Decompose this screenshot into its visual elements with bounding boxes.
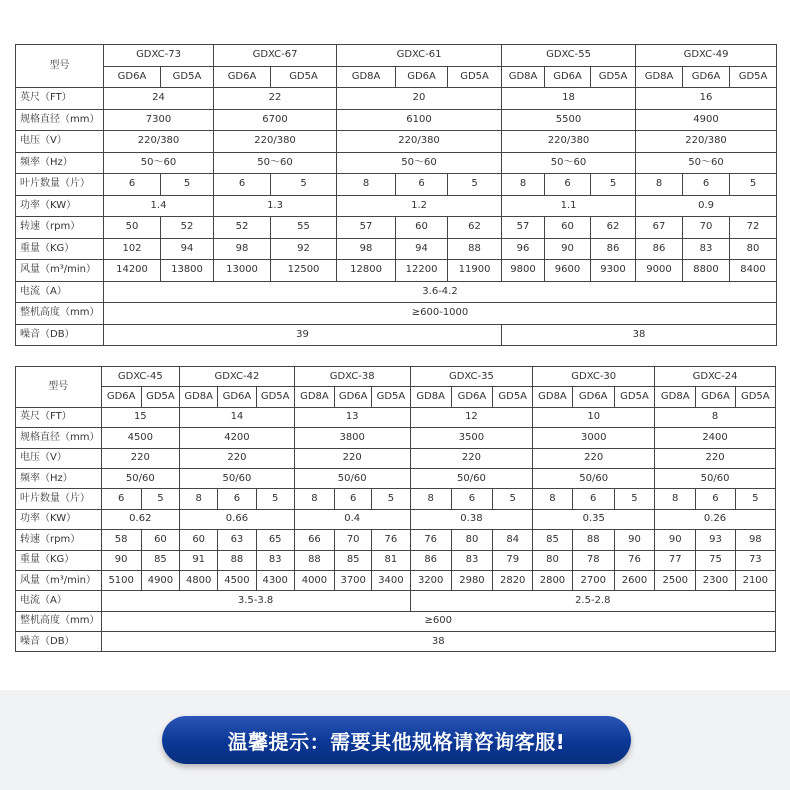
value-cell: 22 (214, 88, 337, 110)
value-cell: 80 (533, 550, 572, 570)
value-cell: 24 (104, 88, 214, 110)
model-name-cell: GDXC-67 (214, 45, 337, 67)
value-cell: 5 (271, 174, 337, 196)
value-cell: 94 (396, 238, 448, 260)
value-cell: 85 (141, 550, 179, 570)
value-cell: 4300 (256, 570, 294, 590)
subtype-cell: GD6A (572, 387, 614, 407)
value-cell: 50/60 (410, 468, 533, 488)
value-cell: 88 (294, 550, 334, 570)
value-cell: 2300 (696, 570, 735, 590)
value-cell: 91 (180, 550, 218, 570)
table-row (16, 611, 776, 631)
row-label: 电流（A） (16, 591, 102, 611)
value-cell: 96 (502, 238, 545, 260)
value-cell: 76 (372, 530, 410, 550)
value-cell: 38 (502, 324, 777, 346)
value-cell: 50～60 (337, 152, 502, 174)
row-label: 风量（m³/min） (16, 260, 104, 282)
value-cell: 12 (410, 407, 533, 427)
value-cell: 8 (337, 174, 396, 196)
subtype-cell: GD5A (271, 66, 337, 88)
subtype-cell: GD6A (683, 66, 730, 88)
row-label: 功率（KW） (16, 195, 104, 217)
subtype-cell: GD5A (614, 387, 654, 407)
value-cell: 83 (256, 550, 294, 570)
value-cell: 65 (256, 530, 294, 550)
value-cell: 6 (396, 174, 448, 196)
value-cell: 63 (218, 530, 256, 550)
value-cell: 13000 (214, 260, 271, 282)
subtype-cell: GD6A (396, 66, 448, 88)
value-cell: 14 (180, 407, 295, 427)
value-cell: 80 (451, 530, 492, 550)
value-cell: 55 (271, 217, 337, 239)
value-cell: 8 (655, 407, 776, 427)
value-cell: 6 (572, 489, 614, 509)
value-cell: 72 (730, 217, 777, 239)
value-cell: 2.5-2.8 (410, 591, 775, 611)
table-row (16, 468, 776, 488)
table-row (16, 238, 777, 260)
value-cell: 60 (180, 530, 218, 550)
subtype-cell: GD8A (636, 66, 683, 88)
value-cell: 80 (730, 238, 777, 260)
model-name-cell: GDXC-73 (104, 45, 214, 67)
value-cell: 52 (161, 217, 214, 239)
value-cell: 50/60 (101, 468, 180, 488)
value-cell: 84 (493, 530, 533, 550)
value-cell: 50/60 (294, 468, 410, 488)
table-row (16, 509, 776, 529)
value-cell: 0.38 (410, 509, 533, 529)
value-cell: 50/60 (655, 468, 776, 488)
model-name-cell: GDXC-45 (101, 367, 180, 387)
value-cell: ≥600 (101, 611, 775, 631)
value-cell: 76 (614, 550, 654, 570)
value-cell: 88 (448, 238, 502, 260)
value-cell: 12200 (396, 260, 448, 282)
value-cell: 6100 (337, 109, 502, 131)
value-cell: 9300 (591, 260, 636, 282)
value-cell: 86 (591, 238, 636, 260)
model-name-cell: GDXC-55 (502, 45, 636, 67)
value-cell: 16 (636, 88, 777, 110)
value-cell: 102 (104, 238, 161, 260)
subtype-cell: GD8A (180, 387, 218, 407)
value-cell: 220 (101, 448, 180, 468)
table-row (16, 303, 777, 325)
row-label: 频率（Hz） (16, 468, 102, 488)
table-row (16, 88, 777, 110)
value-cell: 86 (410, 550, 451, 570)
value-cell: 6 (104, 174, 161, 196)
row-label: 电压（V） (16, 131, 104, 153)
value-cell: 98 (214, 238, 271, 260)
value-cell: 220 (294, 448, 410, 468)
value-cell: 67 (636, 217, 683, 239)
subtype-cell: GD5A (372, 387, 410, 407)
value-cell: 90 (614, 530, 654, 550)
row-label: 功率（KW） (16, 509, 102, 529)
value-cell: 220/380 (636, 131, 777, 153)
value-cell: 79 (493, 550, 533, 570)
table-row (16, 550, 776, 570)
value-cell: ≥600-1000 (104, 303, 777, 325)
model-name-cell: GDXC-35 (410, 367, 533, 387)
model-name-cell: GDXC-30 (533, 367, 655, 387)
value-cell: 70 (335, 530, 372, 550)
value-cell: 66 (294, 530, 334, 550)
value-cell: 6 (214, 174, 271, 196)
table-row (16, 489, 776, 509)
value-cell: 220/380 (337, 131, 502, 153)
subtype-cell: GD5A (591, 66, 636, 88)
value-cell: 77 (655, 550, 696, 570)
table-row (16, 174, 777, 196)
value-cell: 4500 (101, 428, 180, 448)
subtype-cell: GD6A (451, 387, 492, 407)
row-label: 转速（rpm） (16, 530, 102, 550)
value-cell: 1.1 (502, 195, 636, 217)
value-cell: 5 (161, 174, 214, 196)
value-cell: 220 (410, 448, 533, 468)
table-row (16, 260, 777, 282)
value-cell: 12500 (271, 260, 337, 282)
value-cell: 5 (735, 489, 775, 509)
value-cell: 3.5-3.8 (101, 591, 410, 611)
value-cell: 9000 (636, 260, 683, 282)
subtype-cell: GD6A (696, 387, 735, 407)
value-cell: 3.6-4.2 (104, 281, 777, 303)
header-row-subtypes (16, 66, 777, 88)
subtype-cell: GD5A (730, 66, 777, 88)
value-cell: 3800 (294, 428, 410, 448)
model-name-cell: GDXC-42 (180, 367, 295, 387)
value-cell: 9800 (502, 260, 545, 282)
table-row (16, 591, 776, 611)
subtype-cell: GD5A (493, 387, 533, 407)
row-label: 重量（KG） (16, 238, 104, 260)
value-cell: 5 (730, 174, 777, 196)
table-row (16, 632, 776, 652)
value-cell: 8 (180, 489, 218, 509)
value-cell: 0.62 (101, 509, 180, 529)
value-cell: 2820 (493, 570, 533, 590)
value-cell: 18 (502, 88, 636, 110)
row-label: 型号 (16, 45, 104, 88)
value-cell: 0.35 (533, 509, 655, 529)
tip-banner-text: 温馨提示：需要其他规格请咨询客服! (227, 729, 566, 754)
header-row-models (16, 367, 776, 387)
row-label: 电流（A） (16, 281, 104, 303)
subtype-cell: GD6A (104, 66, 161, 88)
value-cell: 50/60 (533, 468, 655, 488)
value-cell: 60 (396, 217, 448, 239)
subtype-cell: GD6A (335, 387, 372, 407)
subtype-cell: GD8A (410, 387, 451, 407)
value-cell: 3500 (410, 428, 533, 448)
value-cell: 4500 (218, 570, 256, 590)
table-row (16, 570, 776, 590)
subtype-cell: GD5A (448, 66, 502, 88)
value-cell: 76 (410, 530, 451, 550)
table-row (16, 131, 777, 153)
value-cell: 11900 (448, 260, 502, 282)
value-cell: 85 (335, 550, 372, 570)
row-label: 频率（Hz） (16, 152, 104, 174)
table-row (16, 428, 776, 448)
value-cell: 81 (372, 550, 410, 570)
value-cell: 5 (256, 489, 294, 509)
table-row (16, 448, 776, 468)
spec-table-1 (15, 44, 777, 346)
value-cell: 90 (101, 550, 141, 570)
value-cell: 8 (294, 489, 334, 509)
table-row (16, 281, 777, 303)
subtype-cell: GD8A (337, 66, 396, 88)
subtype-cell: GD6A (545, 66, 591, 88)
table-row (16, 195, 777, 217)
value-cell: 2500 (655, 570, 696, 590)
value-cell: 6 (218, 489, 256, 509)
value-cell: 3000 (533, 428, 655, 448)
row-label: 规格直径（mm） (16, 109, 104, 131)
value-cell: 13800 (161, 260, 214, 282)
value-cell: 93 (696, 530, 735, 550)
value-cell: 98 (337, 238, 396, 260)
value-cell: 0.66 (180, 509, 295, 529)
value-cell: 57 (337, 217, 396, 239)
row-label: 电压（V） (16, 448, 102, 468)
model-name-cell: GDXC-49 (636, 45, 777, 67)
value-cell: 4200 (180, 428, 295, 448)
value-cell: 6 (101, 489, 141, 509)
value-cell: 13 (294, 407, 410, 427)
value-cell: 2400 (655, 428, 776, 448)
value-cell: 8 (533, 489, 572, 509)
value-cell: 4900 (141, 570, 179, 590)
subtype-cell: GD8A (502, 66, 545, 88)
value-cell: 94 (161, 238, 214, 260)
value-cell: 9600 (545, 260, 591, 282)
value-cell: 57 (502, 217, 545, 239)
value-cell: 50～60 (636, 152, 777, 174)
value-cell: 1.4 (104, 195, 214, 217)
value-cell: 5 (448, 174, 502, 196)
value-cell: 5100 (101, 570, 141, 590)
value-cell: 8 (636, 174, 683, 196)
value-cell: 60 (545, 217, 591, 239)
row-label: 重量（KG） (16, 550, 102, 570)
value-cell: 62 (448, 217, 502, 239)
value-cell: 20 (337, 88, 502, 110)
subtype-cell: GD5A (161, 66, 214, 88)
value-cell: 0.4 (294, 509, 410, 529)
value-cell: 220 (180, 448, 295, 468)
value-cell: 1.2 (337, 195, 502, 217)
value-cell: 2700 (572, 570, 614, 590)
row-label: 噪音（DB） (16, 324, 104, 346)
value-cell: 5 (372, 489, 410, 509)
value-cell: 6 (335, 489, 372, 509)
value-cell: 5500 (502, 109, 636, 131)
value-cell: 6 (451, 489, 492, 509)
value-cell: 52 (214, 217, 271, 239)
value-cell: 4800 (180, 570, 218, 590)
value-cell: 5 (493, 489, 533, 509)
value-cell: 6700 (214, 109, 337, 131)
header-row-models (16, 45, 777, 67)
value-cell: 5 (614, 489, 654, 509)
row-label: 噪音（DB） (16, 632, 102, 652)
value-cell: 8400 (730, 260, 777, 282)
row-label: 叶片数量（片） (16, 489, 102, 509)
subtype-cell: GD5A (141, 387, 179, 407)
row-label: 规格直径（mm） (16, 428, 102, 448)
value-cell: 0.9 (636, 195, 777, 217)
value-cell: 92 (271, 238, 337, 260)
value-cell: 3200 (410, 570, 451, 590)
value-cell: 50～60 (502, 152, 636, 174)
model-name-cell: GDXC-24 (655, 367, 776, 387)
table-row (16, 324, 777, 346)
subtype-cell: GD5A (256, 387, 294, 407)
value-cell: 50 (104, 217, 161, 239)
value-cell: 4000 (294, 570, 334, 590)
value-cell: 0.26 (655, 509, 776, 529)
subtype-cell: GD8A (533, 387, 572, 407)
value-cell: 85 (533, 530, 572, 550)
value-cell: 38 (101, 632, 775, 652)
value-cell: 39 (104, 324, 502, 346)
value-cell: 70 (683, 217, 730, 239)
value-cell: 220/380 (104, 131, 214, 153)
value-cell: 10 (533, 407, 655, 427)
row-label: 英尺（FT） (16, 88, 104, 110)
model-name-cell: GDXC-38 (294, 367, 410, 387)
value-cell: 14200 (104, 260, 161, 282)
value-cell: 15 (101, 407, 180, 427)
tip-banner (162, 716, 631, 764)
value-cell: 50～60 (104, 152, 214, 174)
table-row (16, 530, 776, 550)
value-cell: 220 (655, 448, 776, 468)
header-row-subtypes (16, 387, 776, 407)
value-cell: 4900 (636, 109, 777, 131)
model-name-cell: GDXC-61 (337, 45, 502, 67)
value-cell: 2600 (614, 570, 654, 590)
value-cell: 8 (410, 489, 451, 509)
row-label: 英尺（FT） (16, 407, 102, 427)
value-cell: 90 (545, 238, 591, 260)
value-cell: 8800 (683, 260, 730, 282)
subtype-cell: GD6A (218, 387, 256, 407)
value-cell: 83 (683, 238, 730, 260)
value-cell: 50～60 (214, 152, 337, 174)
row-label: 整机高度（mm） (16, 611, 102, 631)
value-cell: 88 (572, 530, 614, 550)
value-cell: 58 (101, 530, 141, 550)
value-cell: 1.3 (214, 195, 337, 217)
value-cell: 220/380 (502, 131, 636, 153)
value-cell: 8 (502, 174, 545, 196)
value-cell: 5 (141, 489, 179, 509)
value-cell: 6 (683, 174, 730, 196)
value-cell: 6 (545, 174, 591, 196)
value-cell: 50/60 (180, 468, 295, 488)
table-row (16, 217, 777, 239)
value-cell: 8 (655, 489, 696, 509)
value-cell: 83 (451, 550, 492, 570)
row-label: 叶片数量（片） (16, 174, 104, 196)
spec-table-2 (15, 366, 776, 652)
subtype-cell: GD6A (101, 387, 141, 407)
value-cell: 5 (591, 174, 636, 196)
value-cell: 2800 (533, 570, 572, 590)
table-row (16, 407, 776, 427)
subtype-cell: GD6A (214, 66, 271, 88)
value-cell: 2980 (451, 570, 492, 590)
value-cell: 2100 (735, 570, 775, 590)
row-label: 整机高度（mm） (16, 303, 104, 325)
value-cell: 3700 (335, 570, 372, 590)
row-label: 风量（m³/min） (16, 570, 102, 590)
subtype-cell: GD8A (294, 387, 334, 407)
value-cell: 90 (655, 530, 696, 550)
value-cell: 62 (591, 217, 636, 239)
row-label: 转速（rpm） (16, 217, 104, 239)
table-row (16, 109, 777, 131)
value-cell: 73 (735, 550, 775, 570)
value-cell: 60 (141, 530, 179, 550)
value-cell: 7300 (104, 109, 214, 131)
subtype-cell: GD5A (735, 387, 775, 407)
value-cell: 78 (572, 550, 614, 570)
value-cell: 88 (218, 550, 256, 570)
table-row (16, 152, 777, 174)
value-cell: 6 (696, 489, 735, 509)
value-cell: 98 (735, 530, 775, 550)
value-cell: 3400 (372, 570, 410, 590)
value-cell: 12800 (337, 260, 396, 282)
value-cell: 75 (696, 550, 735, 570)
value-cell: 220 (533, 448, 655, 468)
subtype-cell: GD8A (655, 387, 696, 407)
row-label: 型号 (16, 367, 102, 408)
value-cell: 220/380 (214, 131, 337, 153)
value-cell: 86 (636, 238, 683, 260)
